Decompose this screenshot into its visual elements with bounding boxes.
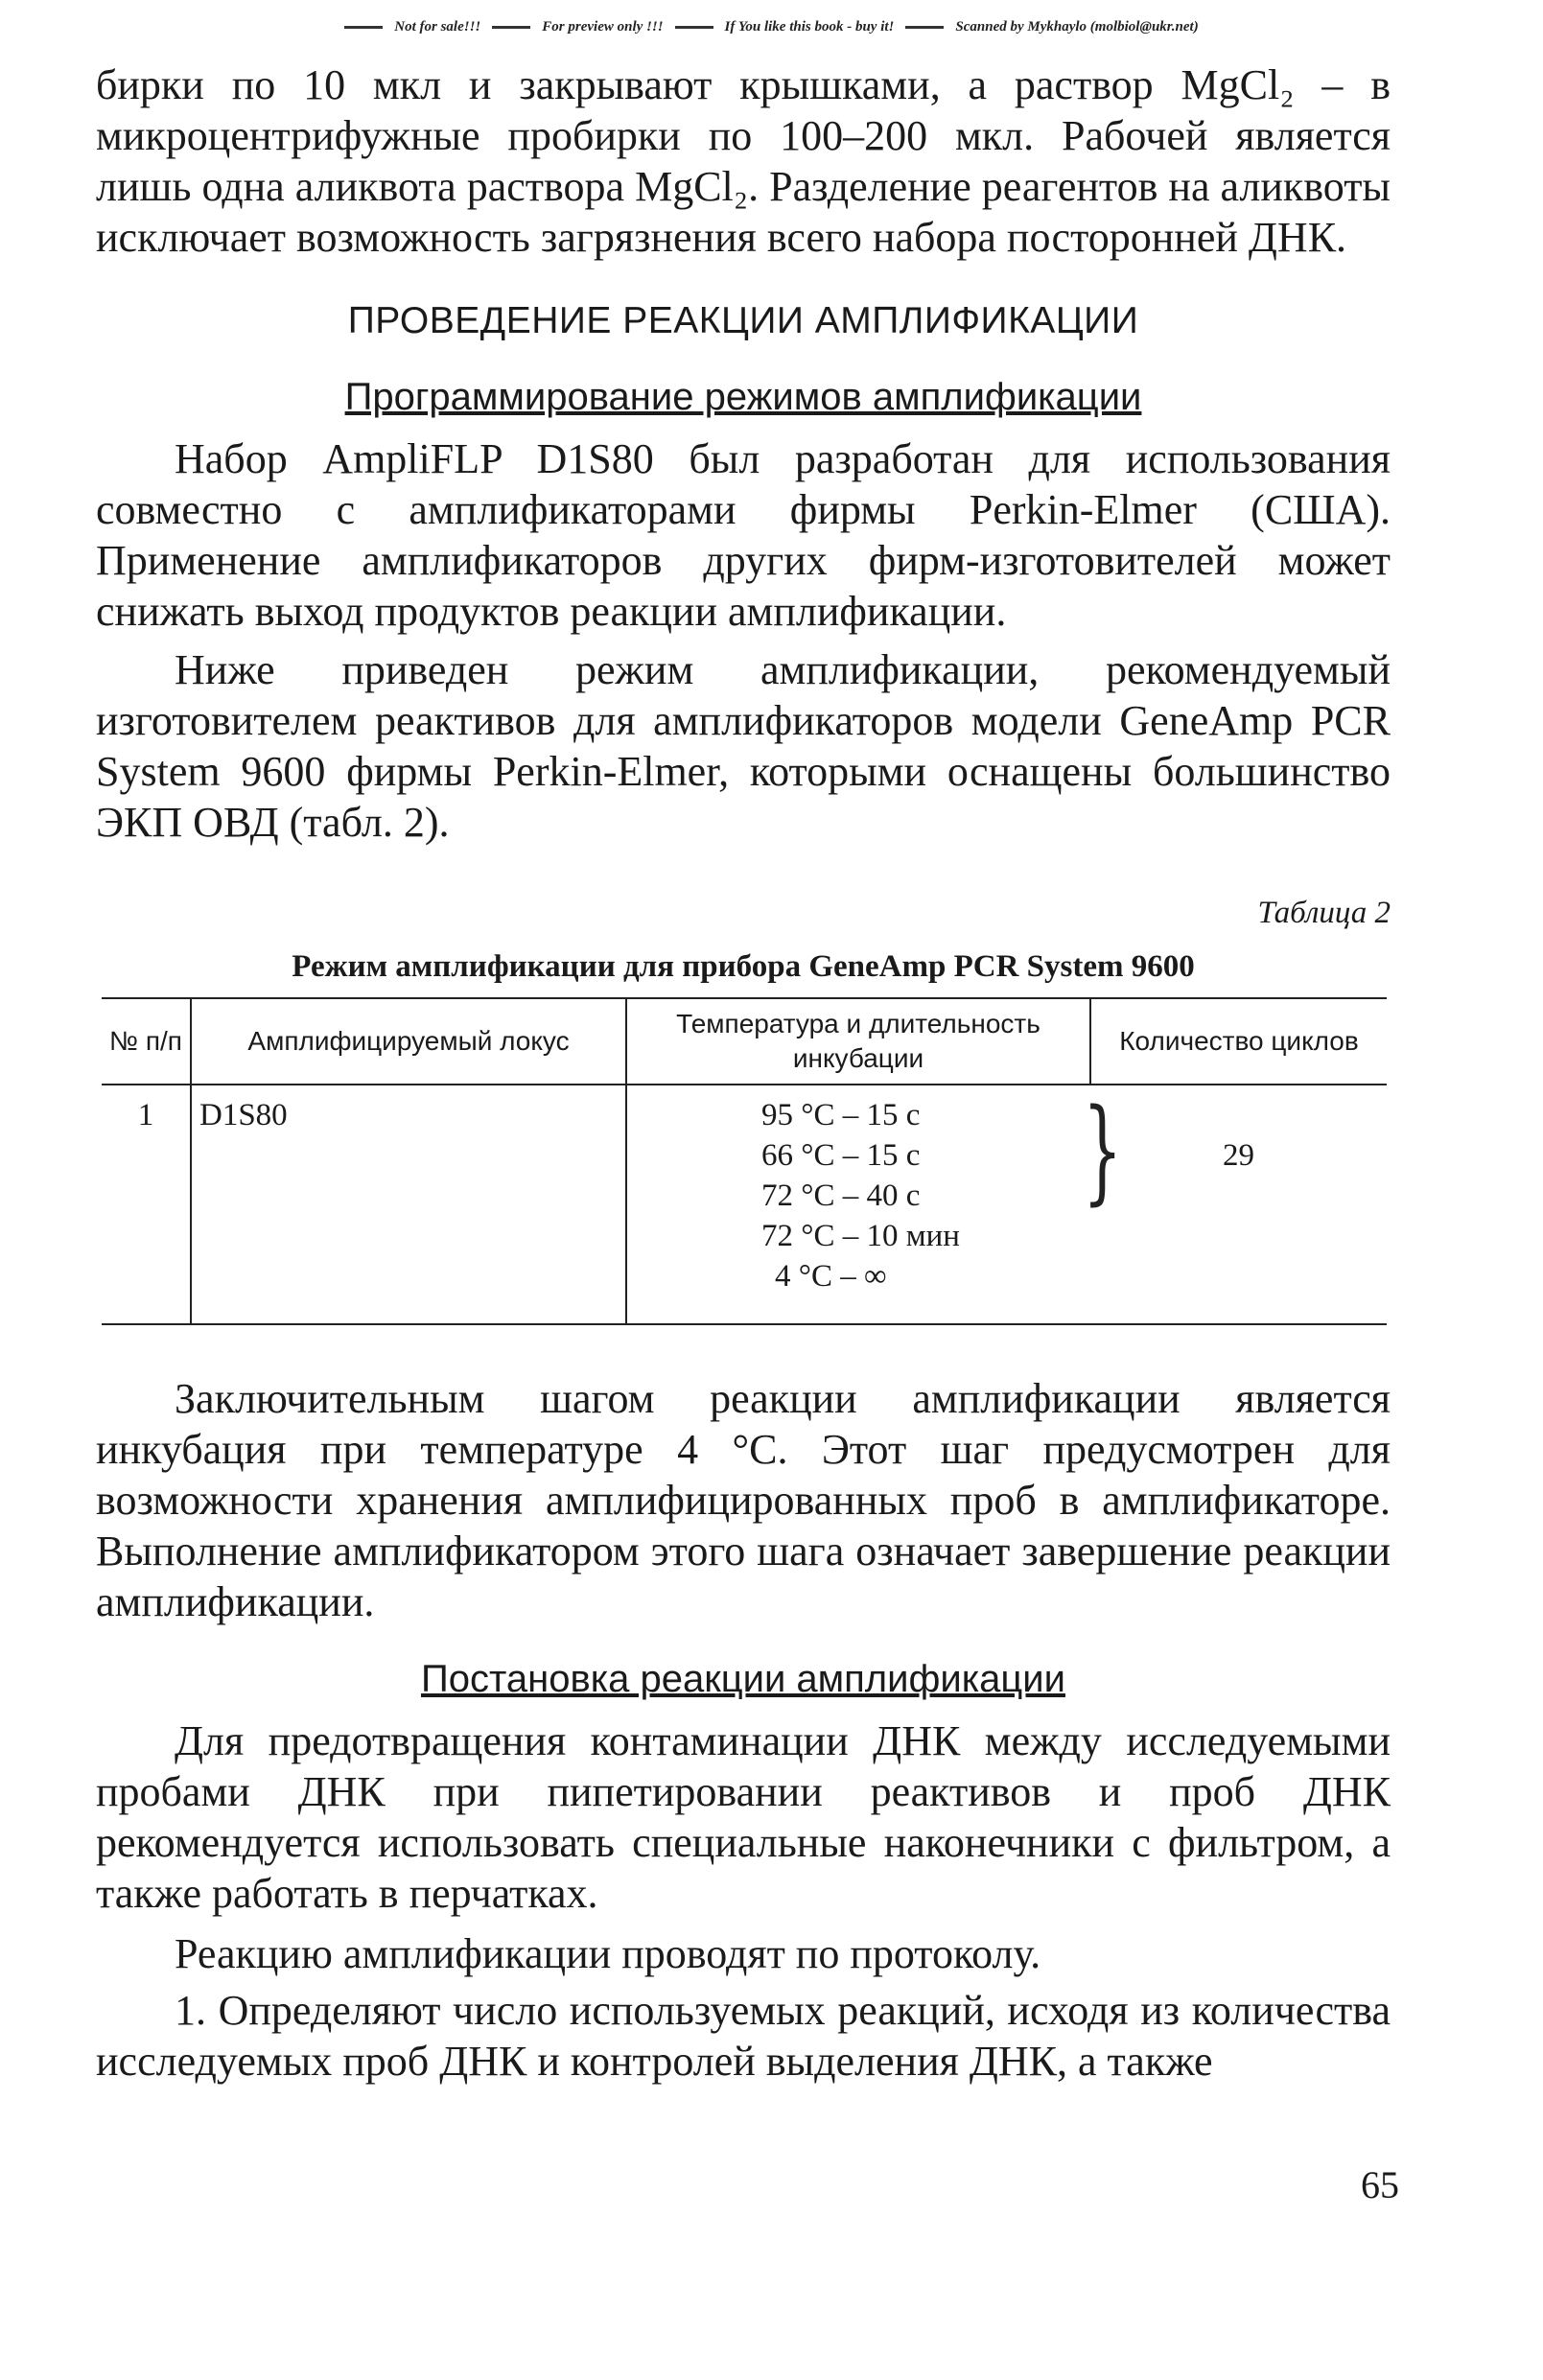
temp-step: 72 °C – 40 с bbox=[761, 1178, 921, 1213]
cell-num: 1 bbox=[102, 1085, 191, 1324]
watermark-text-4: Scanned by Mykhaylo (molbiol@ukr.net) bbox=[955, 18, 1199, 35]
paragraph-6: Реакцию амплификации проводят по протоколу. bbox=[175, 1930, 1041, 1977]
page-content bbox=[96, 59, 1391, 2087]
divider bbox=[344, 26, 383, 29]
amplification-table bbox=[102, 997, 1387, 1325]
divider bbox=[675, 26, 713, 29]
header-temp: Температура и длительность инкубации bbox=[626, 998, 1090, 1085]
page-number: 65 bbox=[1361, 2163, 1399, 2206]
paragraph-3: Ниже приведен режим амплификации, рекомендуемый изготовителем реактивов для амплификаторов модели GeneAmp PCR System 9600 фирмы Perkin-Elmer, которыми оснащены большинство ЭКП ОВД (табл. 2). bbox=[96, 646, 1391, 846]
temp-step: 72 °C – 10 мин bbox=[761, 1219, 960, 1253]
cell-cycles bbox=[1083, 1084, 1387, 1324]
subsection-title-programming: Программирование режимов амплификации bbox=[344, 376, 1142, 418]
paragraph-5: Для предотвращения контаминации ДНК между исследуемыми пробами ДНК при пипетировании реактивов и проб ДНК рекомендуется использовать специальные наконечники с фильтром, а также работать в перчатках. bbox=[96, 1717, 1391, 1917]
divider bbox=[905, 26, 944, 29]
cycles-value: 29 bbox=[1223, 1138, 1254, 1173]
brace-icon: } bbox=[1083, 1084, 1123, 1216]
table-row bbox=[102, 1085, 1387, 1324]
scan-watermark-header bbox=[0, 8, 1543, 46]
paragraph-4: Заключительным шагом реакции амплификации является инкубация при температуре 4 °С. Этот шаг предусмотрен для возможности хранения амплифицированных проб в амплификаторе. Выполнение амплификатором этого шага означает завершение реакции амплификации. bbox=[96, 1375, 1391, 1625]
watermark-text-2: For preview only !!! bbox=[542, 18, 664, 35]
temp-step: 4 °C – ∞ bbox=[775, 1259, 887, 1294]
header-locus: Амплифицируемый локус bbox=[191, 998, 626, 1085]
header-num: № п/п bbox=[102, 998, 191, 1085]
paragraph-2: Набор AmpliFLP D1S80 был разработан для использования совместно с амплификаторами фирмы Perkin-Elmer (США). Применение амплификаторов других фирм-изготовителей может снижать выход продуктов реакции амплификации. bbox=[96, 435, 1391, 635]
section-title: ПРОВЕДЕНИЕ РЕАКЦИИ АМПЛИФИКАЦИИ bbox=[347, 300, 1139, 341]
table-header-row bbox=[102, 998, 1387, 1085]
temp-step: 95 °C – 15 с bbox=[761, 1098, 921, 1132]
divider bbox=[492, 26, 530, 29]
table-label: Таблица 2 bbox=[1257, 896, 1391, 930]
watermark-text-1: Not for sale!!! bbox=[394, 18, 481, 35]
paragraph-7: 1. Определяют число используемых реакций, исходя из количества исследуемых проб ДНК и контролей выделения ДНК, а также bbox=[96, 1987, 1391, 2085]
cell-temperature-steps bbox=[626, 1085, 1090, 1324]
paragraph-1: бирки по 10 мкл и закрывают крышками, а раствор MgCl₂ – в микроцентрифужные пробирки по 100–200 мкл. Рабочей является лишь одна аликвота раствора MgCl₂. Разделение реагентов на аликвоты исключает возможность загрязнения всего набора посторонней ДНК. bbox=[96, 61, 1391, 261]
temp-step: 66 °C – 15 с bbox=[761, 1138, 921, 1173]
table-title: Режим амплификации для прибора GeneAmp PCR System 9600 bbox=[292, 949, 1195, 984]
cell-locus: D1S80 bbox=[191, 1085, 626, 1324]
watermark-text-3: If You like this book - buy it! bbox=[724, 18, 895, 35]
subsection-title-setup: Постановка реакции амплификации bbox=[421, 1658, 1065, 1700]
header-cycles: Количество циклов bbox=[1090, 998, 1387, 1085]
